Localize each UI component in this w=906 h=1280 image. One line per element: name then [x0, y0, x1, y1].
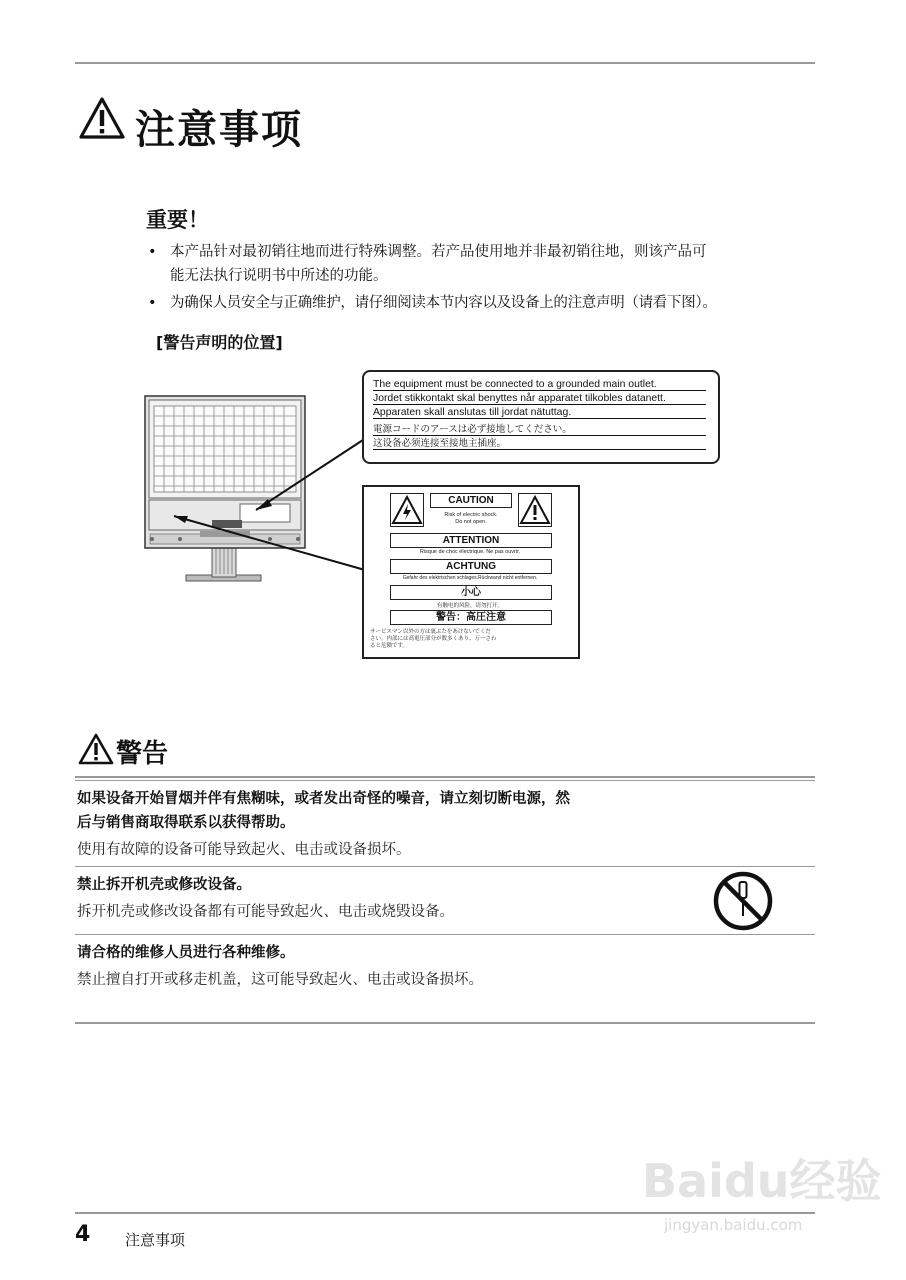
page-number: 4: [75, 1222, 91, 1247]
footer-rule: [75, 1212, 815, 1214]
baidu-watermark: Baidu经验: [642, 1154, 882, 1208]
ground-label-callout: [362, 370, 720, 464]
footer-section-label: 注意事项: [125, 1231, 186, 1249]
warning-1-note: 使用有故障的设备可能导致起火、电击或设备损坏。: [77, 842, 411, 858]
warning-1-strong-a: 如果设备开始冒烟并伴有焦糊味，或者发出奇怪的噪音，请立刻切断电源，然: [77, 791, 570, 807]
attention-note: Risque de choc électrique. Ne pas ouvrir.: [419, 549, 521, 555]
caution-title: CAUTION: [430, 493, 512, 508]
jp-note-1: サービスマン以外の方は裏ぶたをあけないでくだ: [370, 629, 491, 635]
bullet-mark: •: [148, 244, 157, 260]
important-heading: 重要！: [146, 208, 209, 232]
ground-label-line-jp: 電源コードのアースは必ず接地してください。: [373, 421, 706, 436]
warning-3-strong: 请合格的维修人员进行各种维修。: [77, 945, 295, 961]
jp-note-2: さい。内部には高電圧部分が数多くあり、万一さわ: [370, 636, 497, 642]
warning-2-strong: 禁止拆开机壳或修改设备。: [77, 877, 251, 893]
top-rule: [75, 62, 815, 64]
ground-label-line-sv: Apparaten skall anslutas till jordat nätuttag.: [373, 407, 706, 419]
achtung-note: Gefahr des elektrischen schlages.Rückwand nicht entfernen.: [402, 575, 538, 581]
bullet-text-1b: 能无法执行说明书中所述的功能。: [170, 268, 388, 284]
caution-note-1: Risk of electric shock.: [444, 512, 498, 518]
watermark-url: jingyan.baidu.com: [664, 1216, 803, 1234]
caution-note-2: Do not open.: [455, 519, 487, 525]
warning-1-strong-b: 后与销售商取得联系以获得帮助。: [77, 815, 295, 831]
ground-label-line-cn: 这设备必须连接至接地主插座。: [373, 435, 706, 450]
achtung-title: ACHTUNG: [390, 559, 552, 574]
bullet-text-1a: 本产品针对最初销往地而进行特殊调整。若产品使用地并非最初销往地，则该产品可: [170, 244, 707, 260]
label-location-heading: [警告声明的位置]: [156, 333, 283, 352]
attention-title: ATTENTION: [390, 533, 552, 548]
warning-divider-2: [75, 934, 815, 935]
ground-label-line-no: Jordet stikkontakt skal benyttes når apparatet tilkobles datanett.: [373, 393, 706, 405]
warning-2-note: 拆开机壳或修改设备都有可能导致起火、电击或烧毁设备。: [77, 904, 454, 920]
warning-top-rule: [75, 776, 815, 778]
warning-heading: 警告: [116, 739, 169, 769]
caution-label-callout: [362, 485, 580, 659]
high-voltage-warning-icon: [390, 493, 424, 527]
warning-triangle-icon: [78, 96, 126, 140]
jp-note-3: ると危険です。: [370, 643, 409, 649]
warning-top-rule-2: [75, 780, 815, 781]
no-disassembly-icon: [712, 870, 774, 932]
warning-divider-1: [75, 866, 815, 867]
xiaoxin-title: 小心: [390, 585, 552, 600]
jingao-title: 警告：高圧注意: [390, 610, 552, 625]
ground-label-line-en: The equipment must be connected to a grounded main outlet.: [373, 379, 706, 391]
callout-leader-lines: [160, 430, 380, 580]
page-title: 注意事项: [135, 107, 303, 153]
warning-triangle-icon: [78, 733, 114, 765]
bullet-mark: •: [148, 295, 157, 311]
xiaoxin-note: 有触电的风险，请勿打开。: [436, 603, 503, 609]
warning-exclamation-icon: [518, 493, 552, 527]
warning-bottom-rule: [75, 1022, 815, 1024]
bullet-text-2: 为确保人员安全与正确维护，请仔细阅读本节内容以及设备上的注意声明（请看下图）。: [170, 295, 717, 311]
warning-3-note: 禁止擅自打开或移走机盖，这可能导致起火、电击或设备损坏。: [77, 972, 483, 988]
